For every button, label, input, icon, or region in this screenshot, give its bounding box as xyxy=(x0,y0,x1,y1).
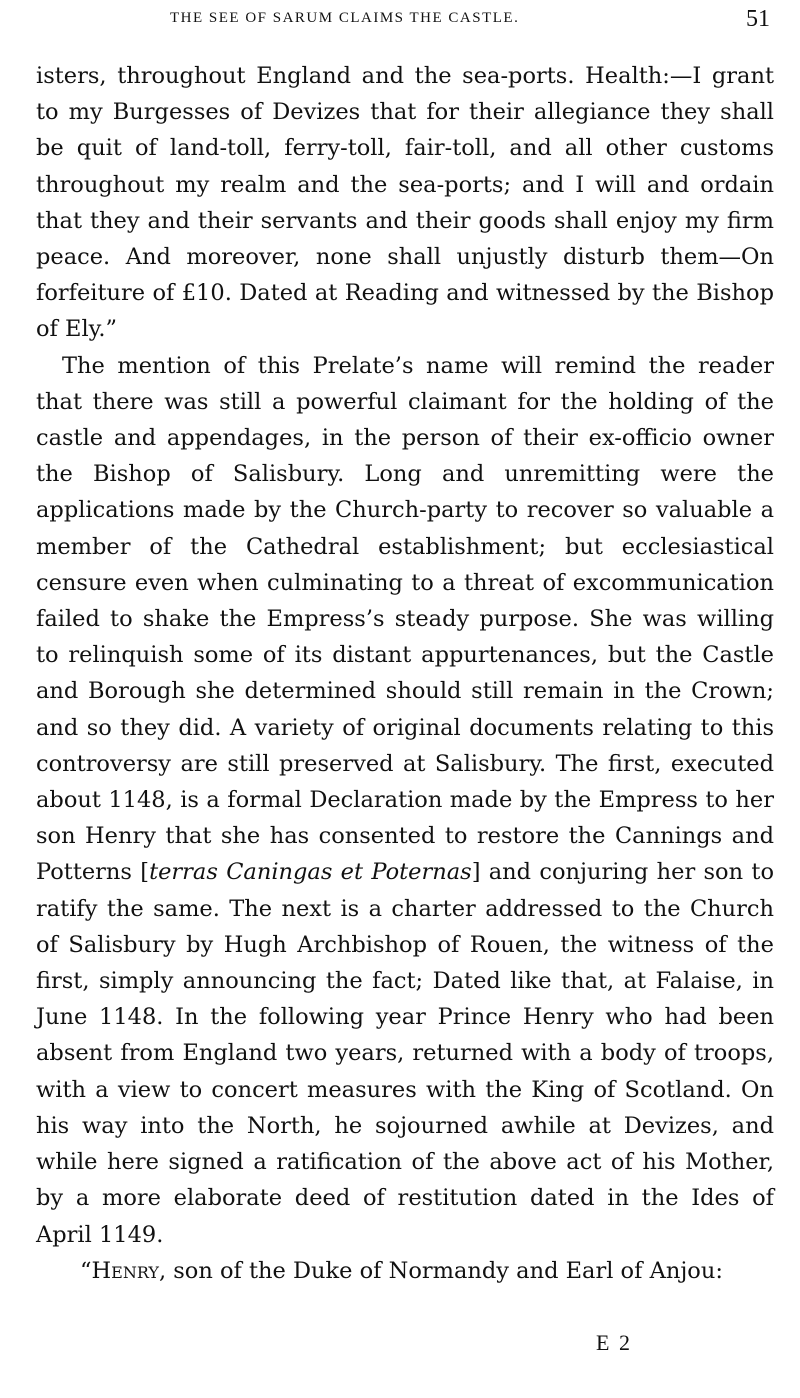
henry-name: Henry xyxy=(91,1257,159,1284)
running-head: THE SEE OF SARUM CLAIMS THE CASTLE. xyxy=(170,10,520,26)
paragraph-bishop-claim xyxy=(36,348,774,1253)
page-number: 51 xyxy=(746,6,770,32)
page-header xyxy=(170,6,770,36)
paragraph-bishop-claim-continuation: ] and conjuring her son to ratify the same. The next is a charter addressed to the Church of Salisbury by Hugh Archbishop of Rouen, the witness of the first, simply announcing the fact; Dated like that, at Falaise, in June 1148. In the following year Prince Henry who had been absent from England two years, returned with a body of troops, with a view to concert measures with the King of Scotland. On his way into the North, he sojourned awhile at Devizes, and while here signed a ratification of the above act of his Mother, by a more elaborate deed of restitution dated in the Ides of April 1149. xyxy=(36,859,774,1248)
signature-mark: E 2 xyxy=(596,1330,632,1355)
paragraph-charter-end: isters, throughout England and the sea-ports. Health:—I grant to my Burgesses of Devizes that for their allegiance they shall be quit of land-toll, ferry-toll, fair-toll, and all other customs throughout my realm and the sea-ports; and I will and ordain that they and their servants and their goods shall enjoy my firm peace. And moreover, none shall unjustly disturb them—On forfeiture of £10. Dated at Reading and witnessed by the Bishop of Ely.” xyxy=(36,63,774,343)
henry-title: , son of the Duke of Normandy and Earl of Anjou: xyxy=(158,1257,723,1284)
paragraph-henry-charter xyxy=(36,1253,774,1289)
body-text xyxy=(36,58,774,1289)
paragraph-bishop-claim-text: The mention of this Prelate’s name will remind the reader that there was still a powerful claimant for the holding of the castle and appendages, in the person of their ex-officio owner the Bishop of Salisbury. Long and unremitting were the applications made by the Church-party to recover so valuable a member of the Cathedral establishment; but ecclesiastical censure even when culminating to a threat of excommunication failed to shake the Empress’s steady purpose. She was willing to relinquish some of its distant appurtenances, but the Castle and Borough she determined should still remain in the Crown; and so they did. A variety of original documents relating to this controversy are still preserved at Salisbury. The first, executed about 1148, is a formal Declaration made by the Empress to her son Henry that she has consented to restore the Cannings and Potterns [ xyxy=(36,352,774,886)
latin-phrase: terras Caningas et Poternas xyxy=(149,859,472,886)
open-quote: “ xyxy=(80,1257,92,1284)
